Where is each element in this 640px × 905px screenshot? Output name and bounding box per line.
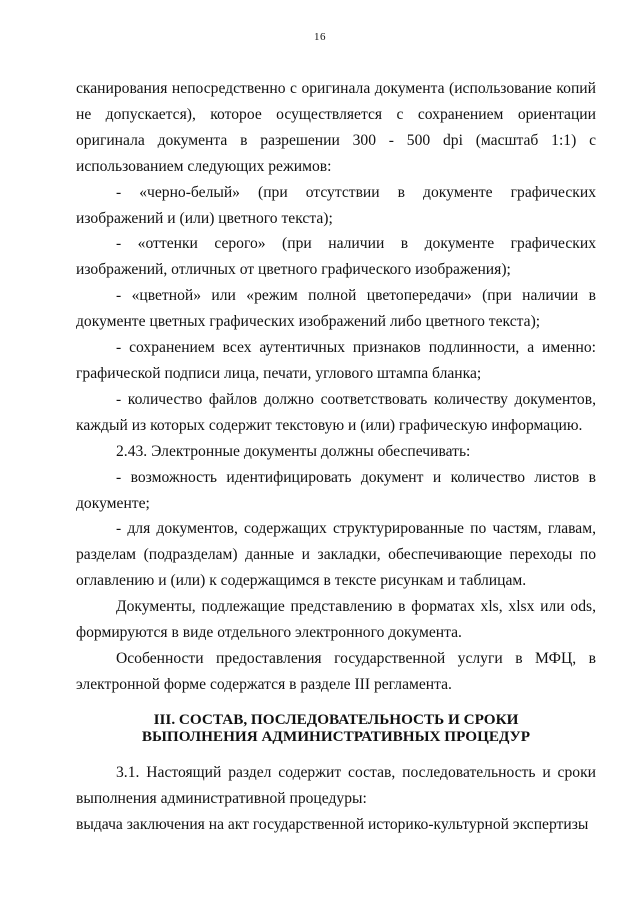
document-body [76,76,596,837]
list-item: - сохранением всех аутентичных признаков подлинности, а именно: графической подписи лица, печати, углового штампа бланка; [76,339,596,382]
list-item: - «цветной» или «режим полной цветопередачи» (при наличии в документе цветных графических изображений либо цветного текста); [76,287,596,331]
section-heading-line: ВЫПОЛНЕНИЯ АДМИНИСТРАТИВНЫХ ПРОЦЕДУР [141,728,531,746]
paragraph: выдача заключения на акт государственной историко-культурной экспертизы [76,815,589,833]
list-item: - возможность идентифицировать документ и количество листов в документе; [76,468,596,512]
paragraph: 2.43. Электронные документы должны обеспечивать: [116,442,471,460]
list-item: - «черно-белый» (при отсутствии в документе графических изображений и (или) цветного текста); [76,183,596,227]
list-item: - для документов, содержащих структурированные по частям, главам, разделам (подразделам) данные и закладки, обеспечивающие переходы по оглавлению и (или) к содержащимся в тексте рисункам и таблицам. [76,520,596,590]
page-number: 16 [314,31,326,43]
paragraph: Особенности предоставления государственной услуги в МФЦ, в электронной форме содержатся в разделе III регламента. [76,649,596,693]
list-item: - количество файлов должно соответствовать количеству документов, каждый из которых содержит текстовую и (или) графическую информацию. [76,390,596,434]
list-item: - «оттенки серого» (при наличии в документе графических изображений, отличных от цветного графического изображения); [76,235,596,279]
section-heading-line: III. СОСТАВ, ПОСЛЕДОВАТЕЛЬНОСТЬ И СРОКИ [153,710,519,728]
paragraph: 3.1. Настоящий раздел содержит состав, последовательность и сроки выполнения административной процедуры: [76,763,596,807]
section-heading [76,711,596,746]
paragraph: сканирования непосредственно с оригинала документа (использование копий не допускается), которое осуществляется с сохранением ориентации оригинала документа в разрешении 300 - 500 dpi (масштаб 1:1) с использованием следующих режимов: [76,80,596,175]
paragraph: Документы, подлежащие представлению в форматах xls, xlsx или ods, формируются в виде отдельного электронного документа. [76,598,596,642]
